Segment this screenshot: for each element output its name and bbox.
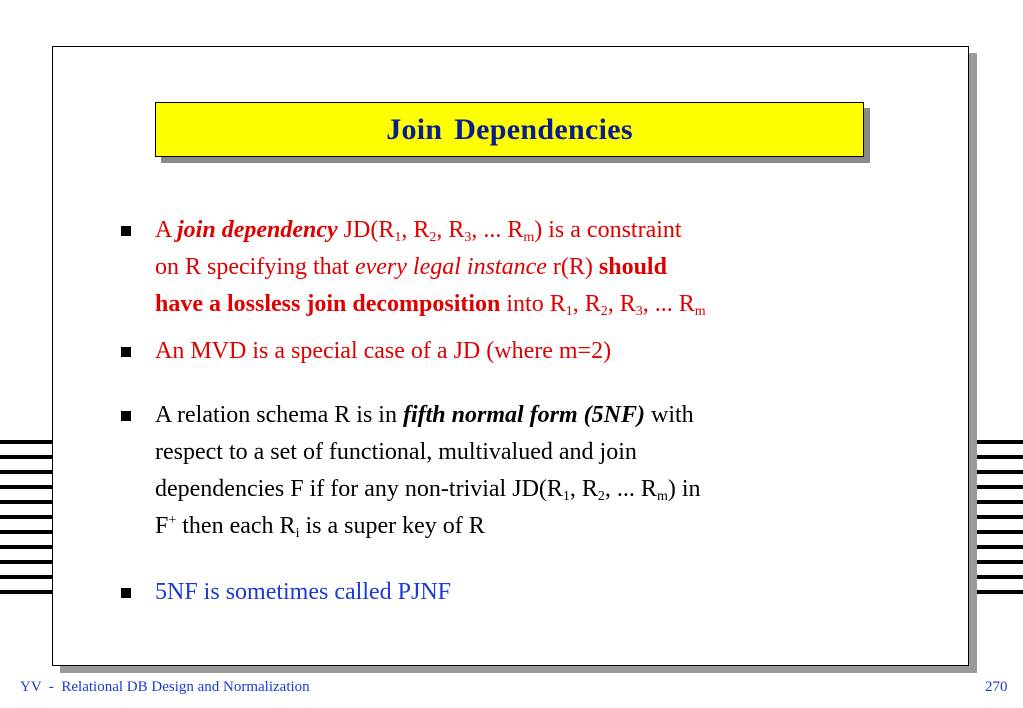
term-fifth-normal-form: fifth normal form (5NF) [402,402,645,428]
text: on R specifying that [155,254,355,280]
bullet-5nf-definition [118,397,908,545]
subscript: m [523,230,535,245]
subscript: 1 [394,230,402,245]
term-every-legal-instance: every legal instance [354,254,547,280]
subscript: m [656,489,668,504]
bullet-line-3 [155,286,908,323]
text: then each R [176,513,296,539]
term-join-dependency: join dependency [177,217,338,243]
subscript: 1 [565,304,573,319]
footer-course-title: YV - Relational DB Design and Normalization [20,679,310,695]
term-lossless-join: have a lossless join decomposition [155,291,501,317]
text: dependencies F if for any non-trivial JD(R [155,476,563,502]
text: ) in [667,476,701,502]
bullet-join-dependency [118,212,908,323]
bullet-marker [121,588,131,598]
superscript: + [168,513,177,528]
title-box [155,102,864,157]
bullet-line-3 [155,471,908,508]
subscript: 1 [562,489,570,504]
bullet-line-4 [155,508,908,545]
text: with [644,402,694,428]
subscript: 3 [635,304,643,319]
subscript: i [295,526,300,541]
text: , ... R [604,476,657,502]
text: A relation schema R is in [155,402,403,428]
text: JD(R [337,217,395,243]
text: , ... R [642,291,695,317]
footer-page-number: 270 [985,679,1008,695]
text: , R [607,291,636,317]
subscript: 2 [429,230,437,245]
bullet-marker [121,226,131,236]
subscript: 2 [597,489,605,504]
text: should [598,254,667,280]
left-stripes [0,440,56,603]
text: F [155,513,169,539]
text: into R [500,291,566,317]
text: ) is a constraint [534,217,682,243]
bullet-pjnf [118,574,908,611]
bullet-text: An MVD is a special case of a JD (where m=2) [155,338,612,364]
text: A [155,217,178,243]
slide-title: Join Dependencies [386,112,633,146]
text: r(R) [546,254,599,280]
bullet-line-2 [155,249,908,286]
subscript: m [694,304,706,319]
text: , R [569,476,598,502]
bullet-line-1 [155,212,908,249]
text: , R [401,217,430,243]
bullet-line-1 [155,397,908,434]
bullet-marker [121,411,131,421]
right-stripes [970,440,1023,603]
subscript: 3 [464,230,472,245]
subscript: 2 [600,304,608,319]
text: , R [436,217,465,243]
bullet-text: 5NF is sometimes called PJNF [155,579,452,605]
bullet-line-2: respect to a set of functional, multivalued and join [155,439,637,465]
text: , ... R [471,217,524,243]
text: is a super key of R [299,513,485,539]
bullet-marker [121,347,131,357]
bullet-mvd [118,333,908,370]
text: , R [572,291,601,317]
